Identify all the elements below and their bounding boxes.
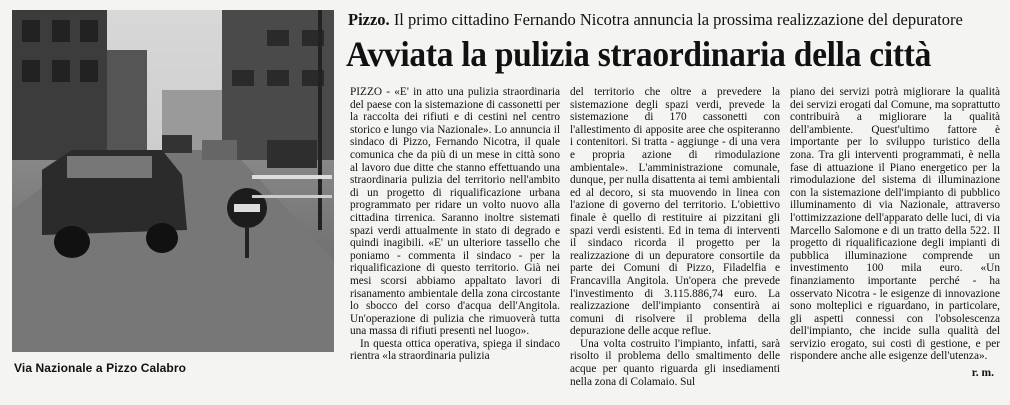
photo-caption: Via Nazionale a Pizzo Calabro [14,361,187,375]
kicker-text: Il primo cittadino Fernando Nicotra annuncia la prossima realizzazione del depuratore [393,10,963,29]
paragraph: piano dei servizi potrà migliorare la qualità dei servizi erogati dal Comune, ma soprattutto contribuirà a migliorare la qualità dell'ambiente. Quest'ultimo fattore è importante per lo sviluppo turistico della zona. Tra gli interventi programmati, è nella fase di attuazione il Piano energetico per la rimodulazione del sistema di illuminazione con la sistemazione dell'impianto di pubblico illuminamento di via Nazionale, attraverso l'ottimizzazione dell'apparato delle luci, di via Marcello Salomone e di un tratto della 522. Il progetto di riqualificazione degli impianti di pubblica illuminazione comprende un investimento 100 mila euro. «Un finanziamento importante perché - ha osservato Nicotra - le esigenze di innovazione sono molteplici e riguardano, in particolare, gli aspetti connessi con l'obsolescenza dell'impianto, che incide sulla qualità del servizio erogato, sui costi di gestione, e per rispondere anche alle esigenze dell'utenza». [790,86,1000,363]
article-column-2 [570,86,780,388]
article-photo [12,10,334,352]
author-signature: r. m. [971,367,994,379]
paragraph: PIZZO - «E' in atto una pulizia straordinaria del paese con la sistemazione di cassonetti per la raccolta dei rifiuti e di cestini nel centro storico e lungo via Nazionale». Lo annuncia il sindaco di Pizzo, Fernando Nicotra, il quale comunica che da più di un mese in città sono al lavoro due ditte che stanno effettuando una straordinaria pulizia del territorio nell'ambito di un progetto di riqualificazione urbana programmato per ridare un volto nuovo alla cittadina tirrenica. Saranno inoltre sistemati spazi verdi attualmente in stato di degrado e quindi inagibili. «E' un ulteriore tassello che poniamo - commenta il sindaco - per la riqualificazione di questo territorio. Già nei mesi scorsi abbiamo appaltato lavori di risanamento ambientale della zona circostante lo sbocco del corso d'acqua dell'Angitola. Un'operazione di pulizia che rimuoverà tutta una massa di rifiuti presenti nel luogo». [350,86,560,338]
paragraph: del territorio che oltre a prevedere la sistemazione degli spazi verdi, prevede la sistemazione di 170 cassonetti con l'allestimento di apposite aree che ospiteranno i contenitori. Si tratta - aggiunge - di una vera e propria azione di rimodulazione ambientale». L'amministrazione comunale, dunque, per nulla disattenta ai temi ambientali ed al decoro, si sta muovendo in linea con l'azione di governo del territorio. L'obiettivo finale è quello di restituire ai pizzitani gli spazi verdi esistenti. Ed in tema di interventi il sindaco ricorda il progetto per la realizzazione di un depuratore consortile da parte dei Comuni di Pizzo, Filadelfia e Francavilla Angitola. Un'opera che prevede l'investimento di 3.115.886,74 euro. La realizzazione dell'impianto consentirà ai comuni di risolvere il problema della depurazione delle acque reflue. [570,86,780,338]
article-headline: Avviata la pulizia straordinaria della città [346,34,932,74]
street-photo-illustration [12,10,334,352]
article-column-1 [350,86,560,363]
paragraph: Una volta costruito l'impianto, infatti, sarà risolto il problema dello smaltimento delle acque per quanto riguarda gli insediamenti nella zona di Colamaio. Sul [570,337,780,388]
article-kicker [348,10,1003,30]
article-column-3 [790,86,1000,363]
kicker-place: Pizzo. [348,10,390,29]
paragraph: In questa ottica operativa, spiega il sindaco rientra «la straordinaria pulizia [350,337,560,363]
article-body [350,86,1002,386]
